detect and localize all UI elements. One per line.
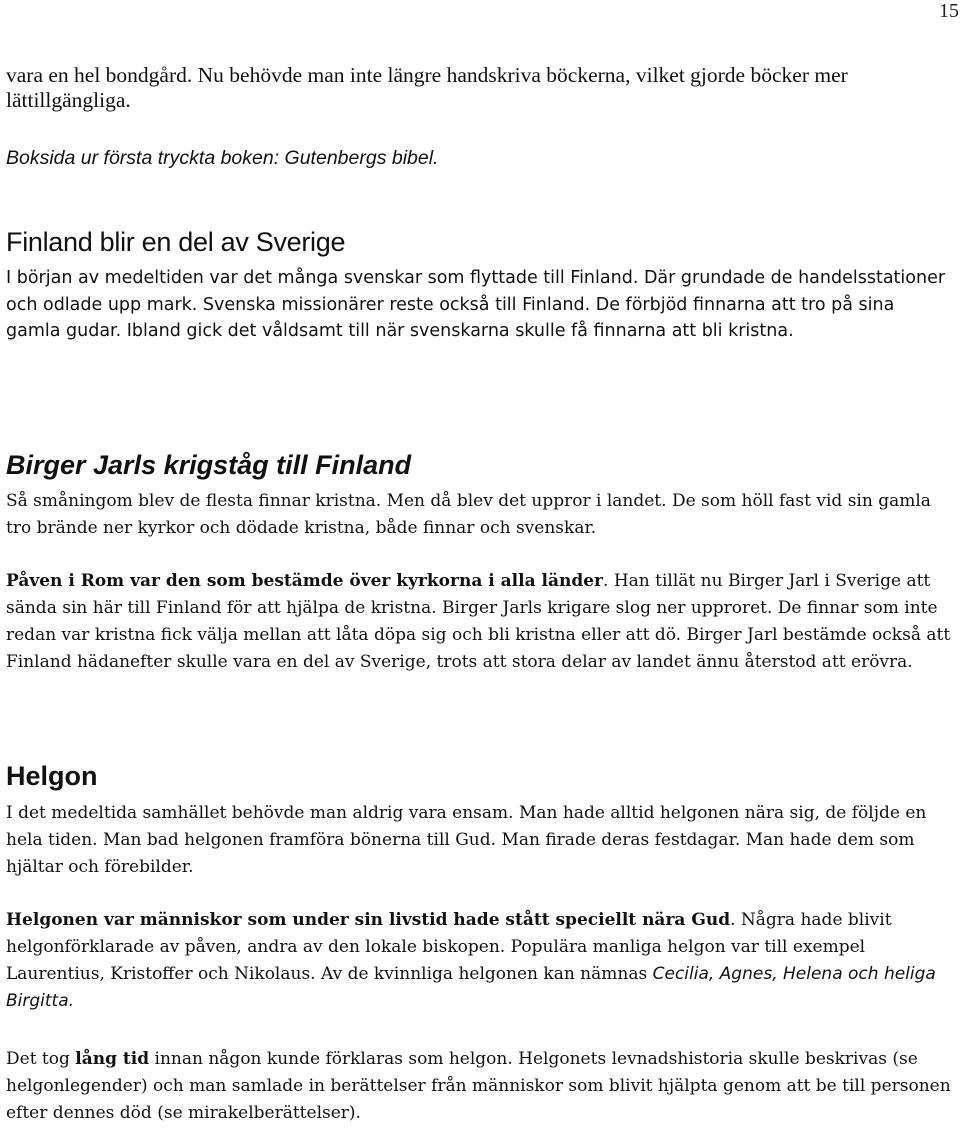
female-saints-italic: Cecilia, Agnes, Helena och heliga Birgitta. xyxy=(6,964,936,1011)
bold-phrase-lang-tid: lång tid xyxy=(75,1049,150,1069)
heading-helgon: Helgon xyxy=(6,761,98,791)
paragraph-helgon-3 xyxy=(6,1046,951,1127)
paragraph-helgon-2-text: . Några hade blivit helgonförklarade av påven, andra av den lokale biskopen. Populära manliga helgon var till exempel Laurentius, Kristoffer och Nikolaus. Av de kvinnliga helgonen kan nämnas xyxy=(6,910,892,984)
intro-paragraph: vara en hel bondgård. Nu behövde man inte längre handskriva böckerna, vilket gjorde böcker mer lättillgängliga. xyxy=(6,63,848,112)
heading-finland: Finland blir en del av Sverige xyxy=(6,227,346,257)
heading-birger-jarl: Birger Jarls krigståg till Finland xyxy=(6,450,412,480)
paragraph-helgon-3-text: innan någon kunde förklaras som helgon. Helgonets levnadshistoria skulle beskrivas (se helgonlegender) och man samlade in berättelser från människor som blivit hjälpta genom att be till personen efter dennes död (se mirakelberättelser). xyxy=(6,1049,951,1123)
paragraph-helgon-3-start: Det tog xyxy=(6,1049,76,1069)
paragraph-helgon-2 xyxy=(6,907,951,1015)
paragraph-birger-1: Så småningom blev de flesta finnar kristna. Men då blev det uppror i landet. De som höll fast vid sin gamla tro brände ner kyrkor och dödade kristna, både finnar och svenskar. xyxy=(6,491,931,538)
image-caption: Boksida ur första tryckta boken: Gutenbergs bibel. xyxy=(6,147,439,169)
paragraph-finland: I början av medeltiden var det många svenskar som flyttade till Finland. Där grundade de handelsstationer och odlade upp mark. Svenska missionärer reste också till Finland. De förbjöd finnarna att tro på sina gamla gudar. Ibland gick det våldsamt till när svenskarna skulle få finnarna att bli kristna. xyxy=(6,268,946,341)
paragraph-birger-2 xyxy=(6,568,951,676)
paragraph-birger-2-text: . Han tillät nu Birger Jarl i Sverige att sända sin här till Finland för att hjälpa de kristna. Birger Jarls krigare slog ner upproret. De finnar som inte redan var kristna fick välja mellan att låta döpa sig och bli kristna eller att dö. Birger Jarl bestämde också att Finland hädanefter skulle vara en del av Sverige, trots att stora delar av landet ännu återstod att erövra. xyxy=(6,571,951,672)
bold-phrase-paven: Påven i Rom var den som bestämde över kyrkorna i alla länder xyxy=(6,571,604,591)
bold-phrase-helgonen: Helgonen var människor som under sin livstid hade stått speciellt nära Gud xyxy=(6,910,731,930)
paragraph-helgon-1: I det medeltida samhället behövde man aldrig vara ensam. Man hade alltid helgonen nära sig, de följde en hela tiden. Man bad helgonen framföra bönerna till Gud. Man firade deras festdagar. Man hade dem som hjältar och förebilder. xyxy=(6,803,927,877)
page-number: 15 xyxy=(939,0,959,22)
